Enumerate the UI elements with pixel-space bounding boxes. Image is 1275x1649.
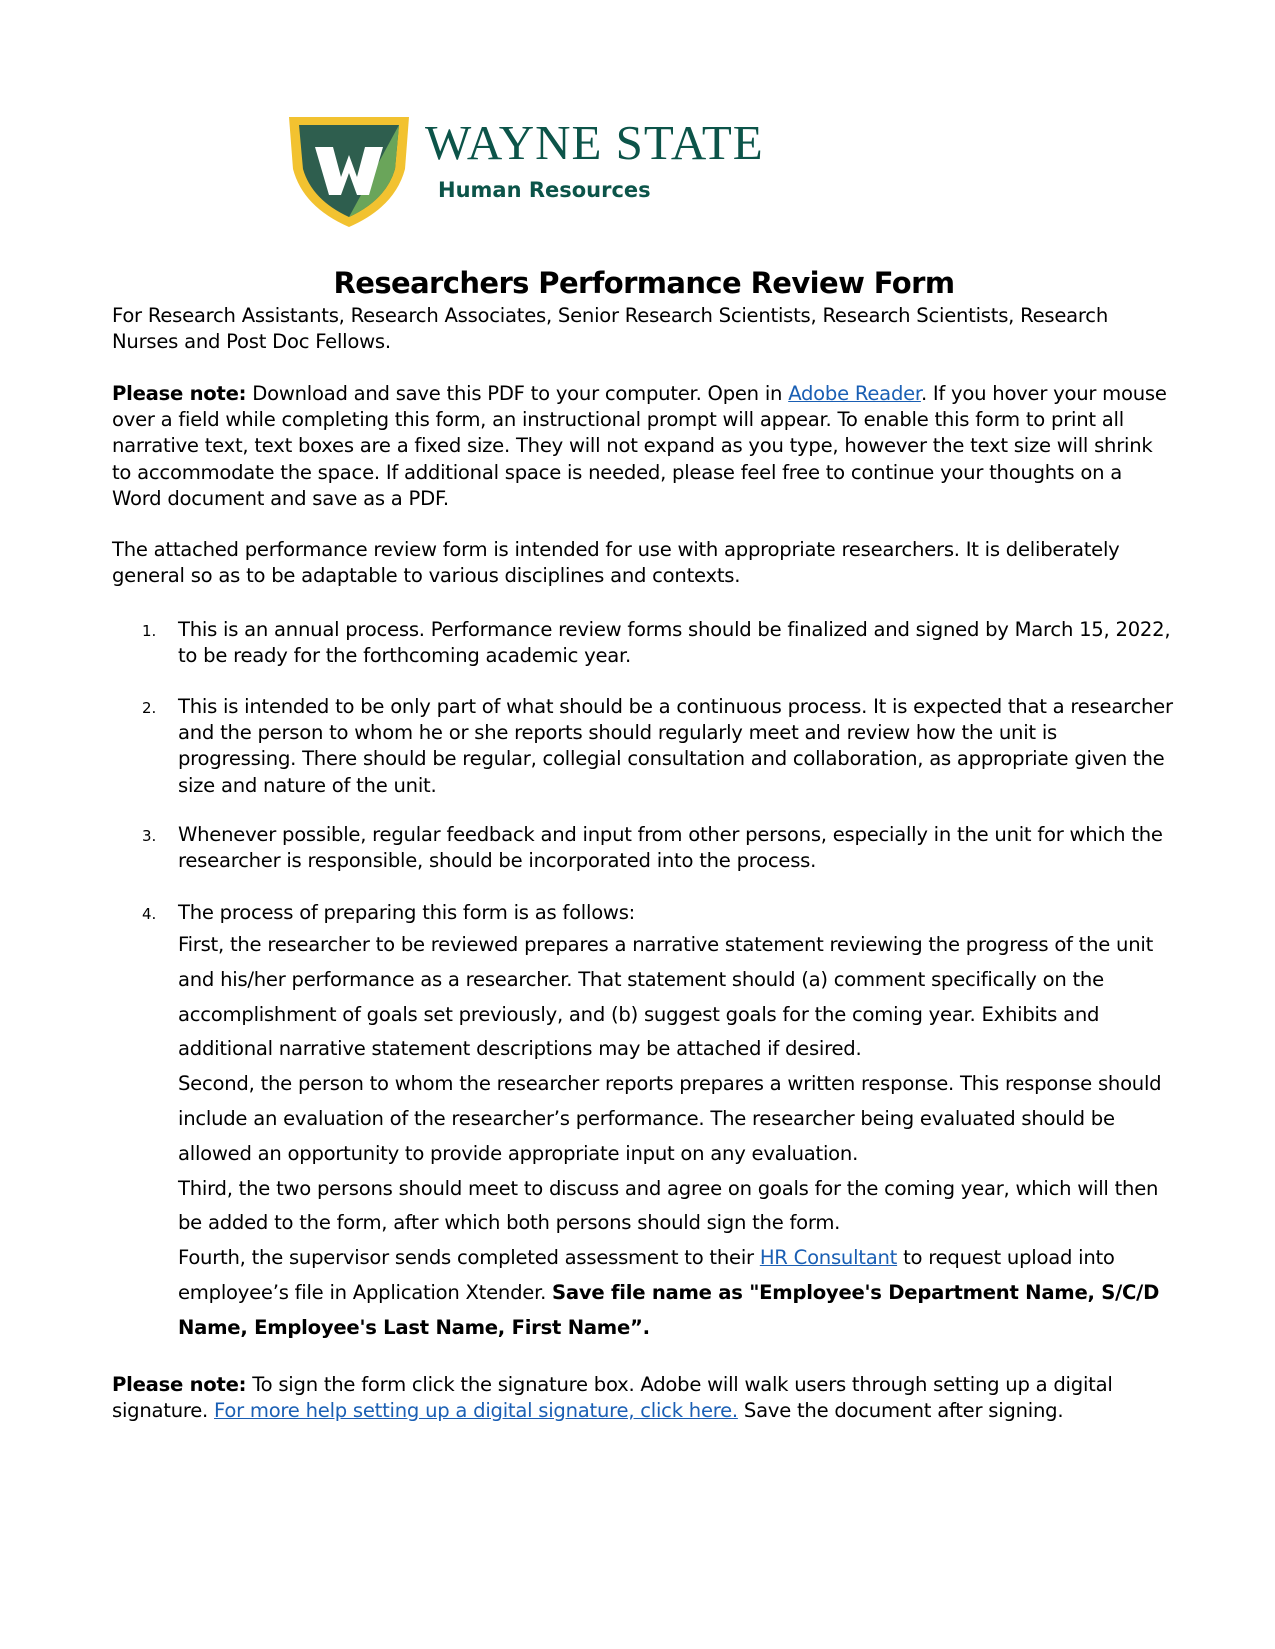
list-number: 3. <box>142 827 157 845</box>
note-paragraph-2 <box>112 1372 1176 1424</box>
list-text: The process of preparing this form is as follows: <box>178 901 636 924</box>
page-title: Researchers Performance Review Form <box>333 266 955 300</box>
wayne-state-hr-logo <box>285 111 785 229</box>
intro-paragraph: For Research Assistants, Research Associates, Senior Research Scientists, Research Scientists, Research Nurses and Post Doc Fellows. <box>112 304 1108 354</box>
note-label: Please note: <box>112 382 247 405</box>
note-paragraph-1 <box>112 381 1176 512</box>
step-first: First, the researcher to be reviewed prepares a narrative statement reviewing the progress of the unit and his/her performance as a researcher. That statement should (a) comment specifically on the accomplishment of goals set previously, and (b) suggest goals for the coming year. Exhibits and additional narrative statement descriptions may be attached if desired. <box>178 933 1154 1061</box>
step-fourth-text: Fourth, the supervisor sends completed assessment to their <box>178 1246 760 1270</box>
file-name-instruction: Save file name as "Employee's Department Name, S/C/D Name, Employee's Last Name, First Name”. <box>178 1280 1160 1339</box>
list-text: Whenever possible, regular feedback and input from other persons, especially in the unit for which the researcher is responsible, should be incorporated into the process. <box>178 823 1163 873</box>
list-number: 4. <box>142 905 157 923</box>
adobe-reader-link[interactable]: Adobe Reader <box>788 382 921 405</box>
list-text: This is an annual process. Performance review forms should be finalized and signed by March 15, 2022, to be ready for the forthcoming academic year. <box>178 618 1171 668</box>
hr-consultant-link[interactable]: HR Consultant <box>759 1246 898 1270</box>
list-number: 1. <box>142 622 157 640</box>
step-fourth <box>178 1241 1178 1345</box>
step-fourth-text: to request upload into employee’s file in Application Xtender. <box>178 1246 1115 1304</box>
wayne-state-shield-icon <box>285 111 413 229</box>
digital-signature-help-link[interactable]: For more help setting up a digital signature, click here. <box>214 1399 738 1423</box>
step-third: Third, the two persons should meet to discuss and agree on goals for the coming year, which will then be added to the form, after which both persons should sign the form. <box>178 1176 1159 1235</box>
note-text: To sign the form click the signature box. Adobe will walk users through setting up a digital signature. <box>112 1373 1113 1423</box>
note-text: Save the document after signing. <box>737 1399 1064 1423</box>
note-label: Please note: <box>112 1373 247 1396</box>
list-number: 2. <box>142 699 157 717</box>
step-second: Second, the person to whom the researcher reports prepares a written response. This response should include an evaluation of the researcher’s performance. The researcher being evaluated should be allowed an opportunity to provide appropriate input on any evaluation. <box>178 1072 1162 1165</box>
list-text: This is intended to be only part of what should be a continuous process. It is expected that a researcher and the person to whom he or she reports should regularly meet and review how the unit is progressing. There should be regular, collegial consultation and collaboration, as appropriate given the size and nature of the unit. <box>178 695 1173 797</box>
note-text: Download and save this PDF to your computer. Open in <box>246 382 789 405</box>
note-text: . If you hover your mouse over a field while completing this form, an instructional prompt will appear. To enable this form to print all narrative text, text boxes are a fixed size. They will not expand as you type, however the text size will shrink to accommodate the space. If additional space is needed, please feel free to continue your thoughts on a Word document and save as a PDF. <box>112 382 1167 510</box>
logo-wordmark: WAYNE STATE <box>425 115 764 170</box>
logo-subtitle: Human Resources <box>438 178 651 202</box>
process-steps <box>178 928 1178 1346</box>
purpose-paragraph: The attached performance review form is intended for use with appropriate researchers. It is deliberately general so as to be adaptable to various disciplines and contexts. <box>112 538 1120 588</box>
